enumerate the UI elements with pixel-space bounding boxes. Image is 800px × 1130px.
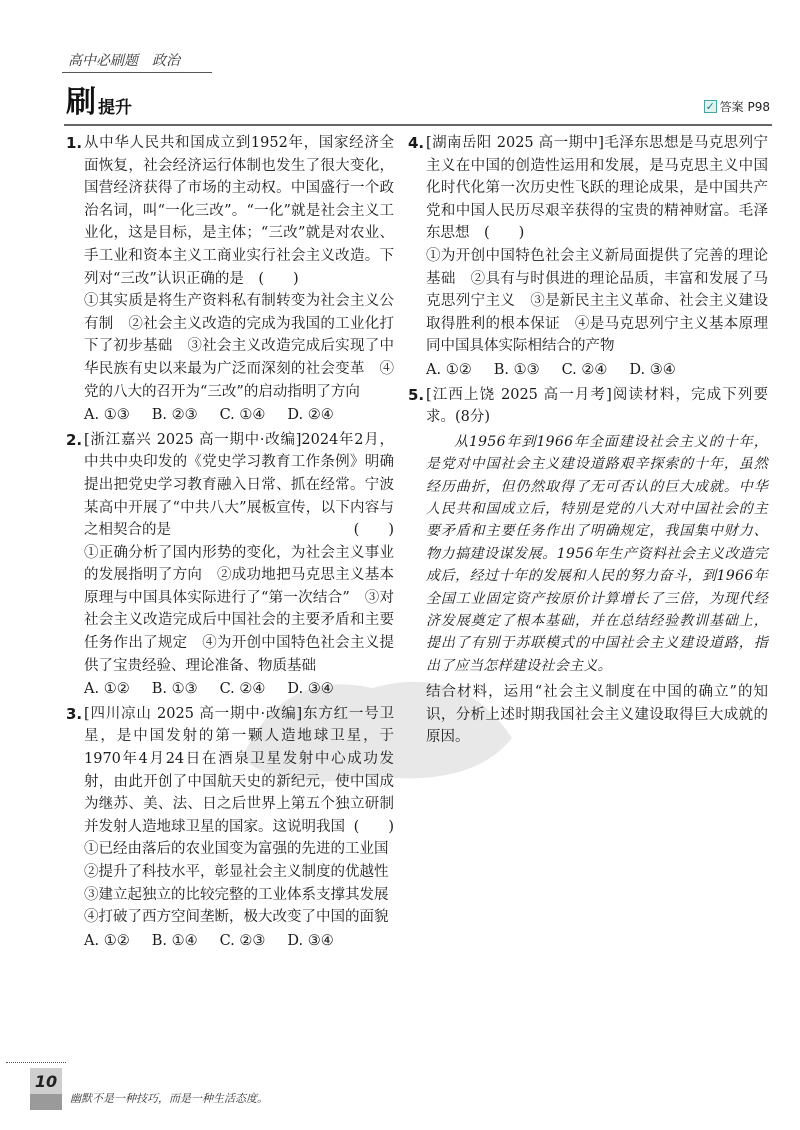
question-items: ①正确分析了国内形势的变化，为社会主义事业的发展指明了方向 ②成功地把马克思主义基本原理与中国具体实际进行了“第一次结合” ③对社会主义改造完成后中国社会的主要矛盾和主要任务作出了规定 ④为开创中国特色社会主义提供了宝贵经验、理论准备、物质基础 (84, 544, 394, 674)
answer-reference[interactable] (704, 98, 770, 115)
option-a[interactable]: A. ①② (84, 932, 130, 949)
question-stem: 2024年2月，中共中央印发的《党史学习教育工作条例》明确提出把党史学习教育融入日常、抓在经常。宁波某高中开展了“中共八大”展板宣传，以下内容与之相契合的是 (84, 431, 394, 539)
footer-dots (6, 1062, 66, 1063)
brand-big-char: 刷 (66, 85, 96, 120)
header-rule (62, 72, 212, 73)
option-row (84, 404, 394, 427)
statement-item: ③建立起独立的比较完整的工业体系支撑其发展 (84, 886, 389, 903)
statement-item: ②提升了科技水平，彰显社会主义制度的优越性 (84, 864, 389, 880)
footer-motto: 幽默不是一种技巧，而是一种生活态度。 (70, 1092, 268, 1105)
question-stem: 从中华人民共和国成立到1952年，国家经济全面恢复，社会经济运行体制也发生了很大变化，国营经济获得了市场的主动权。中国盛行一个政治名词，叫“一化三改”。“一化”就是社会主义工业化，这是目标，是主体；“三改”就是对农业、手工业和资本主义工商业实行社会主义改造。下列对“三改”认识正确的是 ( ) (84, 135, 394, 287)
option-c[interactable]: C. ②③ (219, 932, 266, 949)
question-number: 5. (408, 385, 425, 404)
option-b[interactable]: B. ①④ (151, 932, 198, 949)
question-number: 1. (66, 134, 83, 152)
question-1 (66, 132, 394, 427)
question-items: ①其实质是将生产资料私有制转变为社会主义公有制 ②社会主义改造的完成为我国的工业化打下了初步基础 ③社会主义改造完成后实现了中华民族有史以来最为广泛而深刻的社会变革 ④党的八大的召开为“三改”的启动指明了方向 (84, 293, 394, 400)
question-number: 3. (66, 704, 83, 723)
section-brand (66, 85, 132, 120)
option-c[interactable]: C. ②④ (561, 361, 608, 378)
option-b[interactable]: B. ①③ (151, 681, 198, 698)
option-d[interactable]: D. ③④ (287, 932, 334, 949)
statement-item: ④打破了西方空间垄断，极大改变了中国的面貌 (84, 909, 389, 926)
option-c[interactable]: C. ①④ (219, 407, 266, 424)
question-source: [浙江嘉兴 2025 高一期中·改编] (84, 431, 302, 448)
option-c[interactable]: C. ②④ (219, 681, 266, 698)
question-prompt: 结合材料，运用“社会主义制度在中国的确立”的知识，分析上述时期我国社会主义建设取得巨大成就的原因。 (426, 684, 768, 746)
question-3 (66, 703, 394, 953)
check-icon: ✓ (705, 100, 715, 113)
option-a[interactable]: A. ①③ (84, 407, 130, 424)
option-d[interactable]: D. ②④ (287, 407, 334, 424)
question-number: 4. (408, 134, 425, 152)
question-stem: 毛泽东思想是马克思列宁主义在中国的创造性运用和发展，是马克思主义中国化时代化第一次历史性飞跃的理论成果，是中国共产党和中国人民历尽艰辛获得的宝贵的精神财富。毛泽东思想 ( ) (426, 135, 768, 242)
question-stem: 东方红一号卫星，是中国发射的第一颗人造地球卫星，于1970年4月24日在酒泉卫星发射中心成功发射，由此开创了中国航天史的新纪元，使中国成为继苏、美、法、日之后世界上第五个独立研制并发射人造地球卫星的国家。这说明我国 (84, 705, 395, 835)
reading-material: 从1956年到1966年全面建设社会主义的十年，是党对中国社会主义建设道路艰辛探索的十年，虽然经历曲折，但仍然取得了无可否认的巨大成就。中华人民共和国成立后，特别是党的八大对中国社会的主要矛盾和主要任务作出了明确规定，我国集中财力、物力搞建设谋发展。1956年生产资料社会主义改造完成后，经过十年的发展和人民的努力奋斗，到1966年全国工业固定资产按原价计算增长了三倍，为现代经济发展奠定了根本基础，并在总结经验教训基础上，提出了有别于苏联模式的中国社会主义建设道路，指出了应当怎样建设社会主义。 (426, 433, 768, 674)
question-number: 2. (66, 430, 83, 449)
option-a[interactable]: A. ①② (426, 361, 472, 378)
page-tab (30, 1094, 62, 1110)
question-stem: 阅读材料，完成下列要求。(8分) (426, 386, 769, 426)
option-b[interactable]: B. ①③ (493, 361, 540, 378)
question-source: [四川凉山 2025 高一期中·改编] (84, 705, 303, 722)
right-column (408, 132, 768, 749)
question-items: ①为开创中国特色社会主义新局面提供了完善的理论基础 ②具有与时俱进的理论品质，丰富和发展了马克思列宁主义 ③是新民主主义革命、社会主义建设取得胜利的根本保证 ④是马克思列宁主义基本原理同中国具体实际相结合的产物 (426, 247, 768, 355)
brand-subtitle: 提升 (98, 98, 132, 118)
answer-label: 答案 P98 (719, 100, 770, 114)
section-rule (64, 124, 772, 126)
statement-item: ①已经由落后的农业国变为富强的先进的工业国 (84, 841, 389, 858)
option-row (84, 930, 394, 953)
option-row (426, 359, 768, 382)
question-source: [湖南岳阳 2025 高一期中] (426, 135, 604, 151)
answer-blank: ( ) (353, 818, 394, 835)
question-4 (408, 132, 768, 382)
option-d[interactable]: D. ③④ (287, 681, 334, 698)
question-5 (408, 384, 768, 429)
option-a[interactable]: A. ①② (84, 681, 130, 698)
question-2 (66, 429, 394, 701)
answer-blank: ( ) (353, 522, 394, 539)
question-source: [江西上饶 2025 高一月考] (426, 386, 612, 403)
option-row (84, 678, 394, 701)
option-d[interactable]: D. ③④ (629, 361, 676, 378)
book-title: 高中必刷题 政治 (68, 53, 180, 69)
option-b[interactable]: B. ②③ (151, 407, 198, 424)
left-column (66, 132, 394, 954)
page-number: 10 (30, 1068, 62, 1094)
